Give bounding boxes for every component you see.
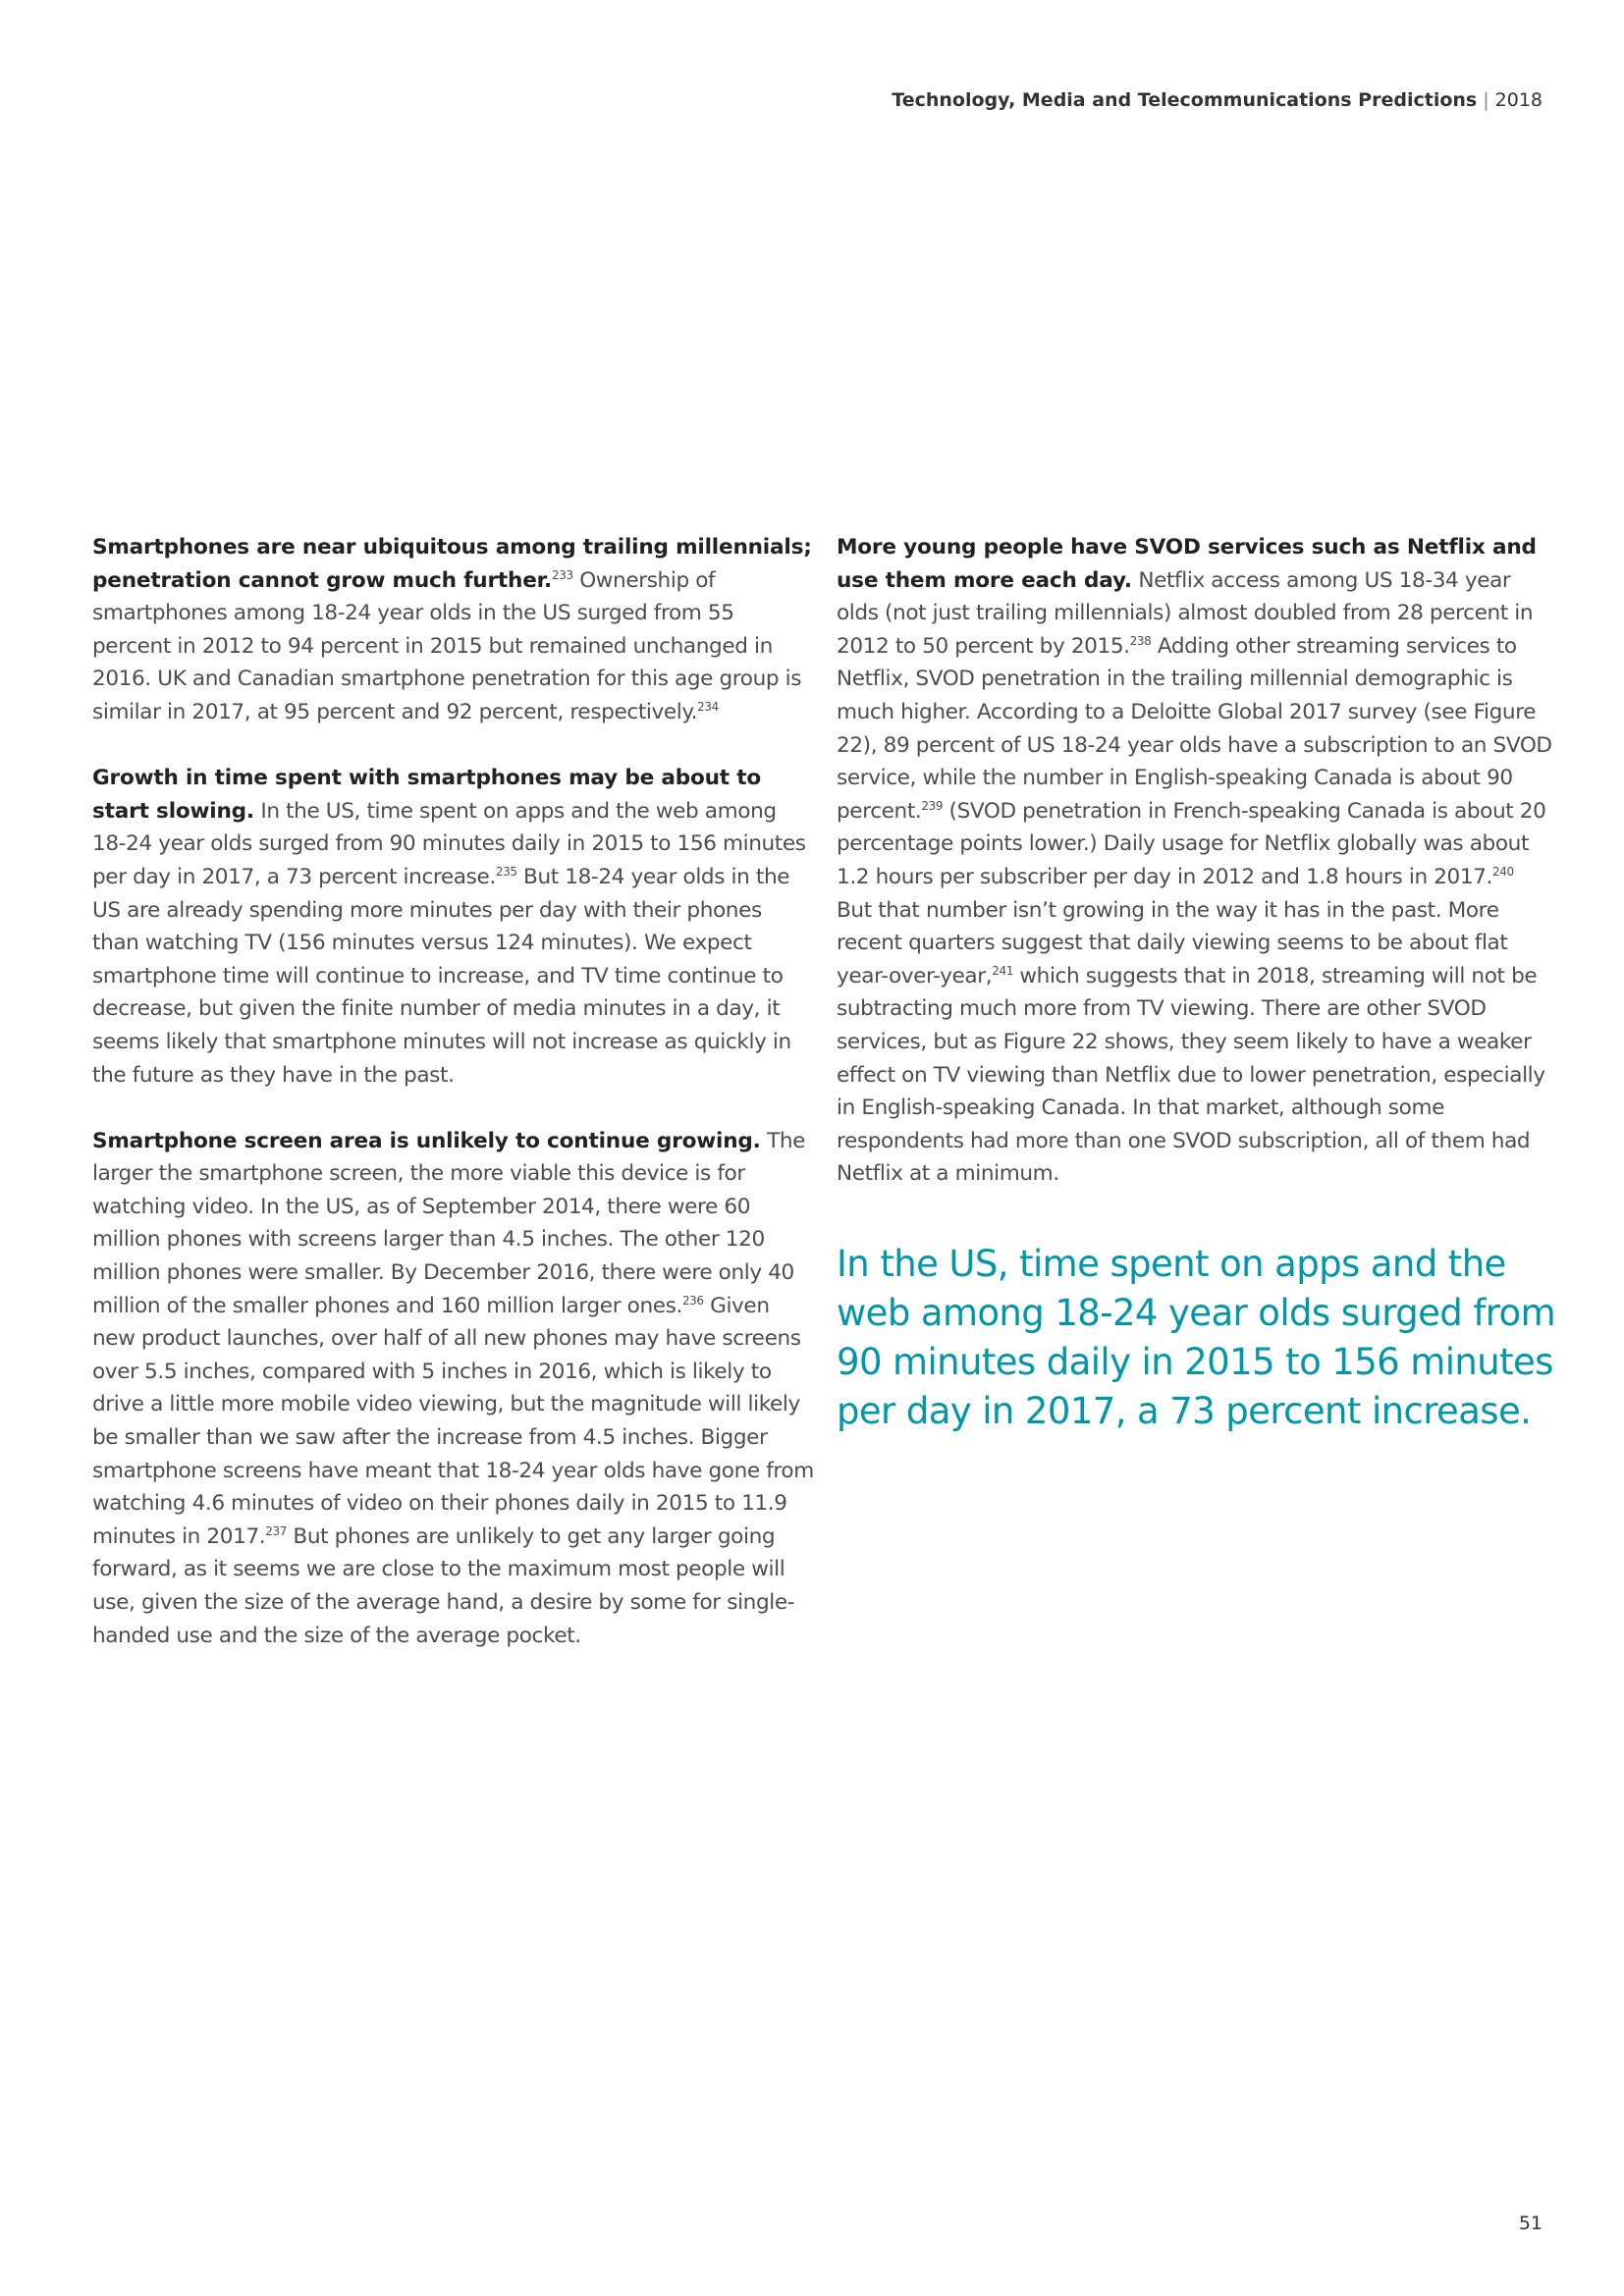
paragraph-body: But that number isn’t growing in the way it has in the past. More recent quarters suggest that daily viewing seems to be about flat year-over-year,: [837, 897, 1508, 988]
paragraph-body: Given new product launches, over half of all new phones may have screens over 5.5 inches, compared with 5 inches in 2016, which is likely to drive a little more mobile video viewing, but the magnitude will likely be smaller than we saw after the increase from 4.5 inches. Bigger smartphone screens have meant that 18-24 year olds have gone from watching 4.6 minutes of video on their phones daily in 2015 to 11.9 minutes in 2017.: [92, 1293, 814, 1549]
left-column: [92, 531, 814, 1685]
paragraph-svod-services: [837, 531, 1553, 1191]
footnote-ref: 237: [265, 1523, 287, 1538]
paragraph-body: But phones are unlikely to get any larger going forward, as it seems we are close to the maximum most people will use, given the size of the average hand, a desire by some for single-handed use and the size of the average pocket.: [92, 1523, 795, 1648]
paragraph-body: The larger the smartphone screen, the more viable this device is for watching video. In the US, as of September 2014, there were 60 million phones with screens larger than 4.5 inches. The other 120 million phones were smaller. By December 2016, there were only 40 million of the smaller phones and 160 million larger ones.: [92, 1128, 806, 1318]
paragraph-time-spent-growth: [92, 762, 814, 1092]
paragraph-body: Netflix access among US 18-34 year olds (not just trailing millennials) almost doubled from 28 percent in 2012 to 50 percent by 2015.: [837, 567, 1534, 659]
publication-year: 2018: [1494, 89, 1543, 111]
paragraph-body: which suggests that in 2018, streaming will not be subtracting much more from TV viewing. There are other SVOD services, but as Figure 22 shows, they seem likely to have a weaker effect on TV viewing than Netflix due to lower penetration, especially in English-speaking Canada. In that market, although some respondents had more than one SVOD subscription, all of them had Netflix at a minimum.: [837, 963, 1545, 1187]
paragraph-body: (SVOD penetration in French-speaking Canada is about 20 percentage points lower.) Daily usage for Netflix globally was about 1.2 hours per subscriber per day in 2012 and 1.8 hours in 2017.: [837, 798, 1546, 889]
footnote-ref: 233: [552, 567, 573, 582]
paragraph-body: Adding other streaming services to Netflix, SVOD penetration in the trailing millennial demographic is much higher. According to a Deloitte Global 2017 survey (see Figure 22), 89 percent of US 18-24 year olds have a subscription to an SVOD service, while the number in English-speaking Canada is about 90 percent.: [837, 633, 1552, 824]
paragraph-smartphone-ubiquity: [92, 531, 814, 729]
header-separator: |: [1483, 89, 1489, 111]
paragraph-heading: Smartphone screen area is unlikely to continue growing.: [92, 1128, 761, 1153]
publication-title: Technology, Media and Telecommunications Predictions: [892, 89, 1478, 111]
footnote-ref: 241: [992, 963, 1013, 978]
paragraph-body: Ownership of smartphones among 18-24 year olds in the US surged from 55 percent in 2012 to 94 percent in 2015 but remained unchanged in 2016. UK and Canadian smartphone penetration for this age group is similar in 2017, at 95 percent and 92 percent, respectively.: [92, 567, 802, 724]
footnote-ref: 240: [1492, 864, 1514, 879]
footnote-ref: 234: [697, 699, 719, 714]
paragraph-body: But 18-24 year olds in the US are already spending more minutes per day with their phones than watching TV (156 minutes versus 124 minutes). We expect smartphone time will continue to increase, and TV time continue to decrease, but given the finite number of media minutes in a day, it seems likely that smartphone minutes will not increase as quickly in the future as they have in the past.: [92, 864, 791, 1088]
right-column: [837, 531, 1553, 1223]
footnote-ref: 236: [681, 1293, 704, 1308]
paragraph-body: In the US, time spent on apps and the web among 18-24 year olds surged from 90 minutes daily in 2015 to 156 minutes per day in 2017, a 73 percent increase.: [92, 798, 806, 889]
paragraph-heading: Smartphones are near ubiquitous among trailing millennials; penetration cannot grow much further.: [92, 535, 812, 593]
page-number: 51: [1518, 2213, 1543, 2234]
footnote-ref: 239: [921, 798, 944, 813]
pull-quote: In the US, time spent on apps and the web among 18-24 year olds surged from 90 minutes daily in 2015 to 156 minutes per day in 2017, a 73 percent increase.: [837, 1243, 1556, 1432]
paragraph-heading: Growth in time spent with smartphones may be about to start slowing.: [92, 766, 761, 824]
paragraph-heading: More young people have SVOD services such as Netflix and use them more each day.: [837, 535, 1537, 593]
running-header: [892, 89, 1543, 111]
footnote-ref: 235: [495, 864, 517, 879]
footnote-ref: 238: [1129, 633, 1152, 648]
paragraph-screen-area: [92, 1125, 814, 1653]
